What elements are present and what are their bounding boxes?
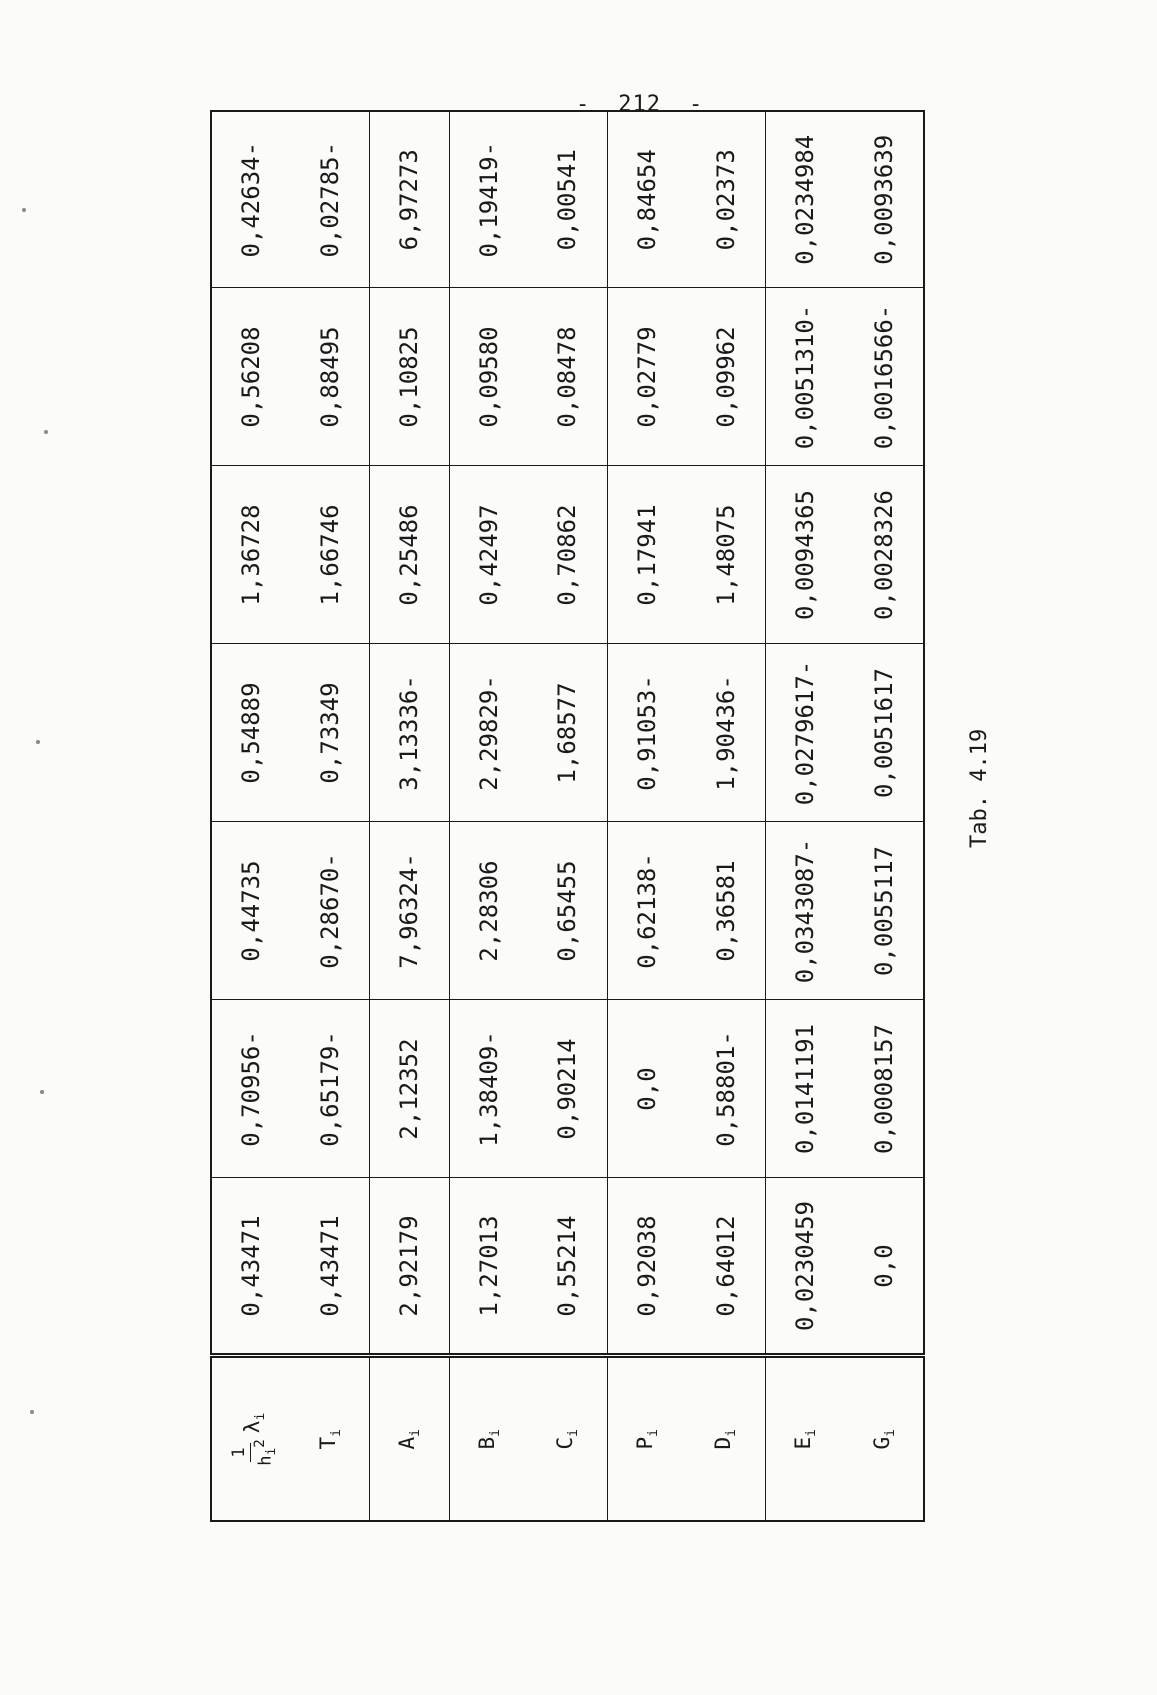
table-cell: 1,38409- [449,1000,528,1178]
table-row-P [607,111,686,1521]
label-base: T [315,1436,340,1450]
table-cell: 0,42497 [449,466,528,644]
table-cell: 0,64012 [686,1178,765,1356]
table-cell: 0,36581 [686,822,765,1000]
table-cell: 2,28306 [449,822,528,1000]
row-label-B [449,1356,528,1521]
table-row-inv-h2-lambda [211,111,291,1521]
table-cell: 0,19419- [449,111,528,288]
row-label-D [686,1356,765,1521]
table-cell: 0,90214 [528,1000,607,1178]
table-cell: 0,44735 [211,822,291,1000]
table-cell: 0,17941 [607,466,686,644]
table-cell: 0,08478 [528,288,607,466]
table-cell: 0,02373 [686,111,765,288]
fraction-numerator: 1 [231,1443,251,1461]
table-cell: 0,0016566- [844,288,924,466]
table-cell: 0,65455 [528,822,607,1000]
table-cell: 0,70862 [528,466,607,644]
table-cell: 1,90436- [686,644,765,822]
table-cell: 0,43471 [291,1178,370,1356]
table-cell: 0,84654 [607,111,686,288]
label-base: D [711,1436,736,1450]
row-label-T [291,1356,370,1521]
scan-speck [44,430,48,434]
table-cell: 0,25486 [370,466,450,644]
row-label-C [528,1356,607,1521]
fraction-den-sub: i [263,1447,279,1456]
table-cell: 0,0 [844,1178,924,1356]
table-caption: Tab. 4.19 [967,728,992,848]
label-base: G [869,1436,894,1450]
scan-speck [40,1090,44,1094]
table-row-C [528,111,607,1521]
label-sub: i [566,1429,582,1437]
table-cell: 0,58801- [686,1000,765,1178]
table-cell: 1,48075 [686,466,765,644]
row-label-P [607,1356,686,1521]
table-cell: 0,70956- [211,1000,291,1178]
table-cell: 3,13336- [370,644,450,822]
table-cell: 2,29829- [449,644,528,822]
table-cell: 0,0008157 [844,1000,924,1178]
row-label-E [765,1356,844,1521]
page-number: - 212 - [576,92,704,117]
table-cell: 6,97273 [370,111,450,288]
table-cell: 1,66746 [291,466,370,644]
table-cell: 0,0028326 [844,466,924,644]
table-cell: 0,0093639 [844,111,924,288]
label-base: E [790,1436,815,1450]
scan-speck [30,1410,34,1414]
table-cell: 0,42634- [211,111,291,288]
data-table [210,110,925,1522]
table-cell: 0,0343087- [765,822,844,1000]
table-cell: 0,65179- [291,1000,370,1178]
table-row-B [449,111,528,1521]
table-cell: 0,88495 [291,288,370,466]
table-cell: 0,0 [607,1000,686,1178]
table-container [210,112,925,1522]
table-cell: 0,62138- [607,822,686,1000]
table-cell: 0,0230459 [765,1178,844,1356]
scan-speck [22,208,26,212]
fraction-den-sup: 2 [251,1439,268,1448]
table-cell: 0,43471 [211,1178,291,1356]
table-cell: 0,55214 [528,1178,607,1356]
label-base: B [474,1436,499,1450]
table-cell: 0,0055117 [844,822,924,1000]
table-cell: 0,91053- [607,644,686,822]
table-cell: 0,28670- [291,822,370,1000]
table-cell: 0,0051617 [844,644,924,822]
table-cell: 0,92038 [607,1178,686,1356]
label-base: C [553,1436,578,1450]
scan-speck [36,740,40,744]
table-cell: 0,02779 [607,288,686,466]
table-cell: 0,10825 [370,288,450,466]
lambda-sub: i [253,1412,269,1421]
table-cell: 0,54889 [211,644,291,822]
table-row-G [844,111,924,1521]
row-label-G [844,1356,924,1521]
label-sub: i [488,1429,504,1437]
table-cell: 0,0141191 [765,1000,844,1178]
table-cell: 7,96324- [370,822,450,1000]
table-cell: 0,09962 [686,288,765,466]
lambda-symbol: λ [240,1420,265,1434]
table-cell: 0,56208 [211,288,291,466]
table-row-A [370,111,450,1521]
table-cell: 0,0234984 [765,111,844,288]
table-cell: 0,09580 [449,288,528,466]
table-cell: 0,73349 [291,644,370,822]
fraction-den-base: h [255,1455,276,1466]
table-cell: 0,02785- [291,111,370,288]
table-cell: 0,00541 [528,111,607,288]
label-sub: i [882,1429,898,1437]
table-cell: 2,92179 [370,1178,450,1356]
table-cell: 2,12352 [370,1000,450,1178]
table-cell: 1,36728 [211,466,291,644]
label-base: P [632,1436,657,1450]
table-cell: 0,0279617- [765,644,844,822]
label-sub: i [328,1429,344,1437]
row-label-inv-h2-lambda [211,1356,291,1521]
table-row-T [291,111,370,1521]
table-row-E [765,111,844,1521]
table-cell: 0,0094365 [765,466,844,644]
table-row-D [686,111,765,1521]
table-cell: 1,68577 [528,644,607,822]
table-cell: 1,27013 [449,1178,528,1356]
table-cell: 0,0051310- [765,288,844,466]
label-sub: i [646,1429,662,1437]
label-base: A [395,1436,420,1450]
label-sub: i [408,1429,424,1437]
label-sub: i [804,1429,820,1437]
label-sub: i [724,1429,740,1437]
row-label-A [370,1356,450,1521]
